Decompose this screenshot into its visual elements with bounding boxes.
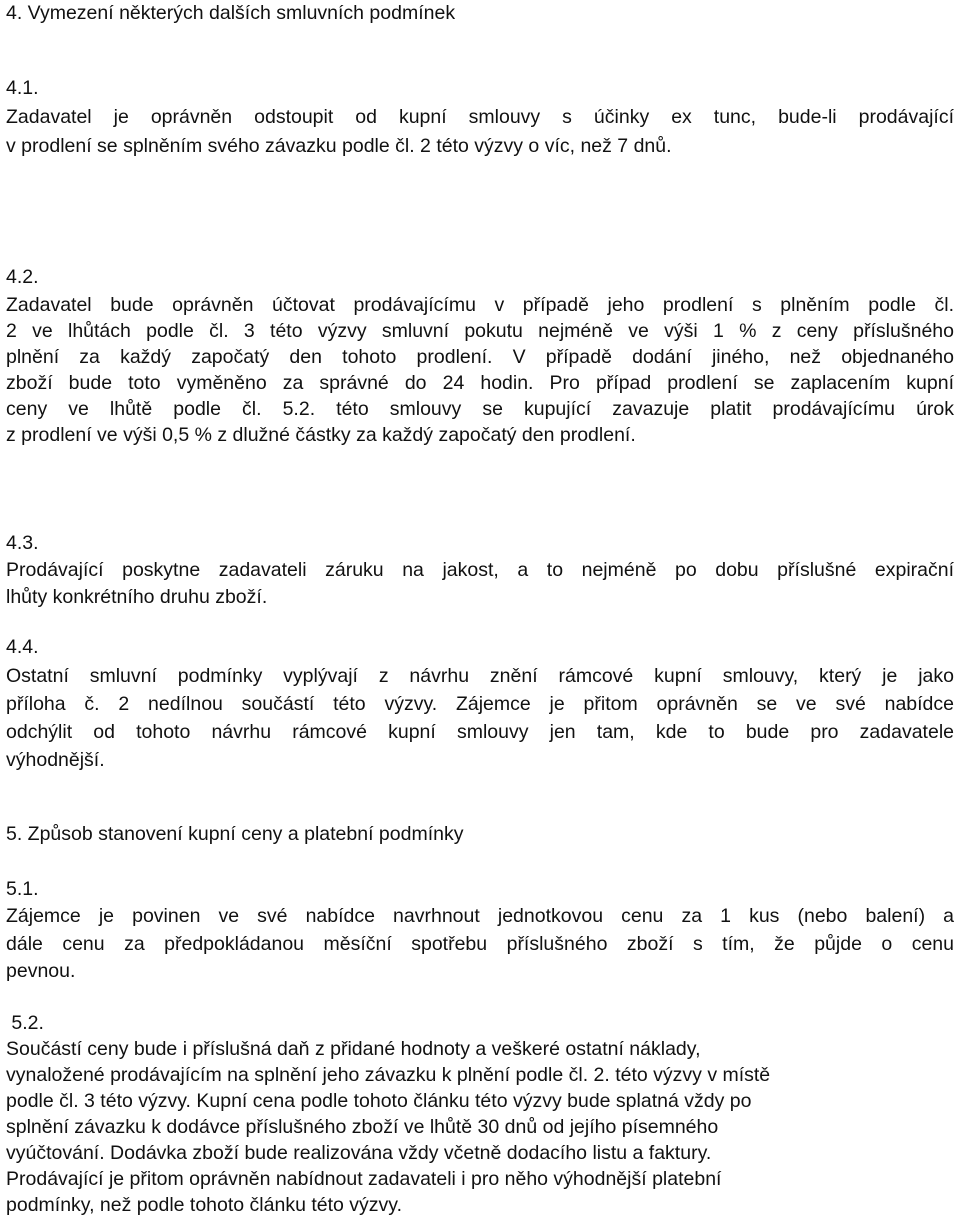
clause-4-4-line: výhodnější.: [6, 749, 105, 771]
clause-4-2-number: 4.2.: [6, 266, 39, 288]
clause-4-3-number: 4.3.: [6, 532, 39, 554]
section-4-heading: 4. Vymezení některých dalších smluvních podmínek: [6, 2, 456, 24]
section-5-heading: 5. Způsob stanovení kupní ceny a platební podmínky: [6, 823, 464, 845]
clause-5-1-line: dále cenu za předpokládanou měsíční spotřebu příslušného zboží s tím, že půjde o cenu: [6, 933, 954, 955]
clause-4-1-number: 4.1.: [6, 77, 39, 99]
clause-5-2-line: podmínky, než podle tohoto článku této výzvy.: [6, 1194, 402, 1216]
clause-5-2-line: podle čl. 3 této výzvy. Kupní cena podle tohoto článku této výzvy bude splatná vždy po: [6, 1090, 752, 1112]
clause-5-1-line: Zájemce je povinen ve své nabídce navrhnout jednotkovou cenu za 1 kus (nebo balení) a: [6, 905, 954, 927]
clause-4-4-line: Ostatní smluvní podmínky vyplývají z návrhu znění rámcové kupní smlouvy, který je jako: [6, 665, 954, 687]
clause-4-4-line: příloha č. 2 nedílnou součástí této výzvy. Zájemce je přitom oprávněn se ve své nabídce: [6, 693, 954, 715]
clause-4-3-line: lhůty konkrétního druhu zboží.: [6, 586, 268, 608]
clause-5-2-line: vyúčtování. Dodávka zboží bude realizována vždy včetně dodacího listu a faktury.: [6, 1142, 712, 1164]
clause-4-1-line: v prodlení se splněním svého závazku podle čl. 2 této výzvy o víc, než 7 dnů.: [6, 135, 672, 157]
clause-4-3-line: Prodávající poskytne zadavateli záruku na jakost, a to nejméně po dobu příslušné expirační: [6, 559, 954, 581]
clause-5-2-line: Součástí ceny bude i příslušná daň z přidané hodnoty a veškeré ostatní náklady,: [6, 1038, 701, 1060]
clause-4-2-line: ceny ve lhůtě podle čl. 5.2. této smlouvy se kupující zavazuje platit prodávajícímu úrok: [6, 398, 954, 420]
clause-5-2-number: 5.2.: [6, 1012, 44, 1034]
clause-5-1-line: pevnou.: [6, 960, 76, 982]
clause-4-4-line: odchýlit od tohoto návrhu rámcové kupní smlouvy jen tam, kde to bude pro zadavatele: [6, 721, 954, 743]
clause-5-1-number: 5.1.: [6, 878, 39, 900]
clause-4-2-line: z prodlení ve výši 0,5 % z dlužné částky za každý započatý den prodlení.: [6, 424, 636, 446]
clause-4-2-line: plnění za každý započatý den tohoto prodlení. V případě dodání jiného, než objednaného: [6, 346, 954, 368]
clause-5-2-line: vynaložené prodávajícím na splnění jeho závazku k plnění podle čl. 2. této výzvy v místě: [6, 1064, 771, 1086]
clause-5-2-line: splnění závazku k dodávce příslušného zboží ve lhůtě 30 dnů od jejího písemného: [6, 1116, 719, 1138]
clause-5-2-line: Prodávající je přitom oprávněn nabídnout zadavateli i pro něho výhodnější platební: [6, 1168, 722, 1190]
clause-4-4-number: 4.4.: [6, 636, 39, 658]
clause-4-2-line: Zadavatel bude oprávněn účtovat prodávajícímu v případě jeho prodlení s plněním podle čl.: [6, 294, 954, 316]
clause-4-1-line: Zadavatel je oprávněn odstoupit od kupní smlouvy s účinky ex tunc, bude-li prodávající: [6, 106, 954, 128]
clause-4-2-line: 2 ve lhůtách podle čl. 3 této výzvy smluvní pokutu nejméně ve výši 1 % z ceny příslušného: [6, 320, 954, 342]
clause-4-2-line: zboží bude toto vyměněno za správné do 24 hodin. Pro případ prodlení se zaplacením kupní: [6, 372, 954, 394]
